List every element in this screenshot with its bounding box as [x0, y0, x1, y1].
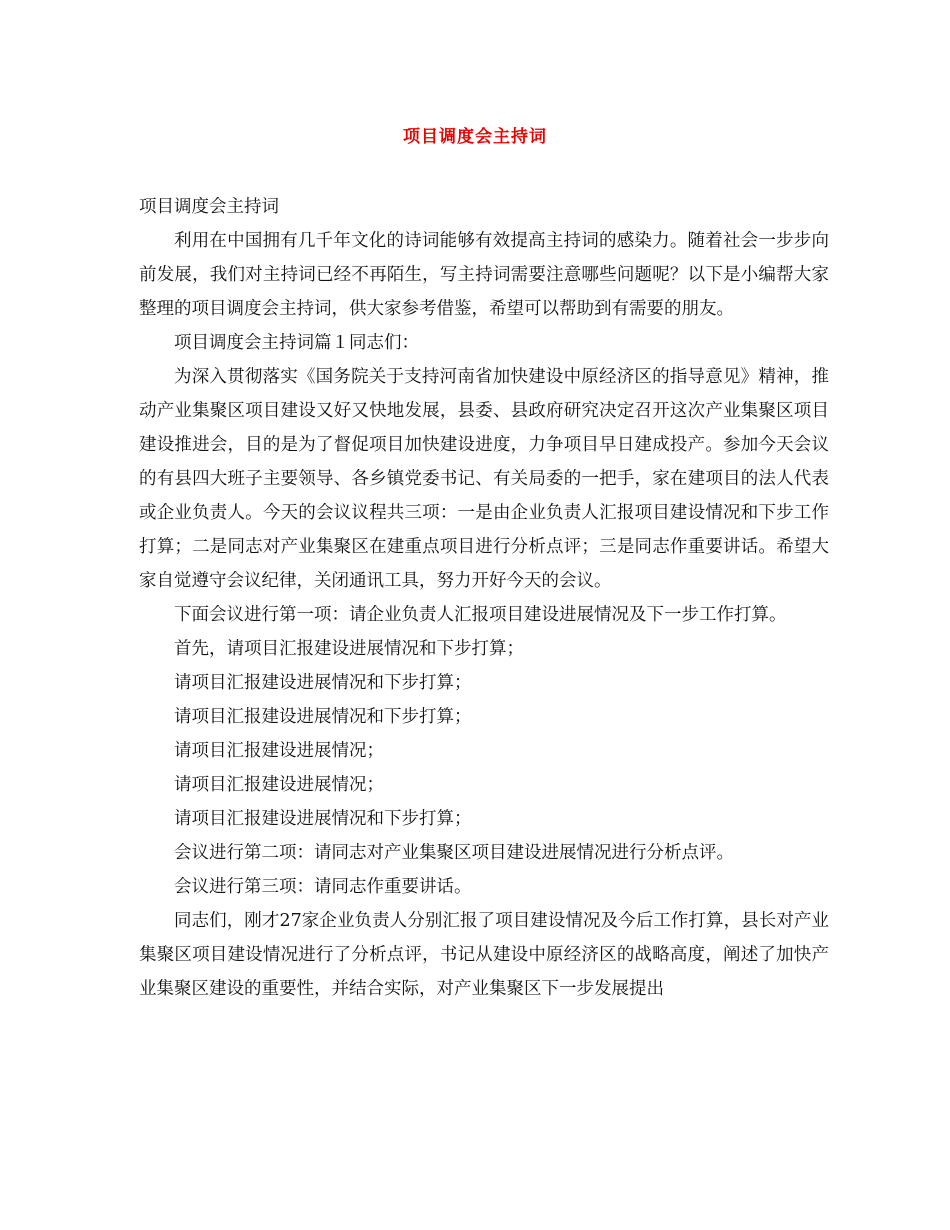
opening-paragraph: 为深入贯彻落实《国务院关于支持河南省加快建设中原经济区的指导意见》精神，推动产业集聚区项目建设又好又快地发展，县委、县政府研究决定召开这次产业集聚区项目建设推进会，目的是为了督促项目加快建设进度，力争项目早日建成投产。参加今天会议的有县四大班子主要领导、各乡镇党委书记、有关局委的一把手，家在建项目的法人代表或企业负责人。今天的会议议程共三项：一是由企业负责人汇报项目建设情况和下步工作打算；二是同志对产业集聚区在建重点项目进行分析点评；三是同志作重要讲话。希望大家自觉遵守会议纪律，关闭通讯工具，努力开好今天的会议。 [139, 367, 829, 591]
speech-salutation: 项目调度会主持词篇１同志们： [174, 333, 419, 353]
document-body [139, 190, 829, 1006]
report-line: 请项目汇报建设进展情况和下步打算； [174, 673, 472, 693]
report-line: 请项目汇报建设进展情况； [174, 775, 384, 795]
intro-paragraph: 利用在中国拥有几千年文化的诗词能够有效提高主持词的感染力。随着社会一步步向前发展，我们对主持词已经不再陌生，写主持词需要注意哪些问题呢？以下是小编帮大家整理的项目调度会主持词，供大家参考借鉴，希望可以帮助到有需要的朋友。 [139, 231, 829, 319]
agenda-item-two: 会议进行第二项：请同志对产业集聚区项目建设进展情况进行分析点评。 [174, 843, 734, 863]
agenda-item-one: 下面会议进行第一项：请企业负责人汇报项目建设进展情况及下一步工作打算。 [174, 605, 787, 625]
agenda-item-three: 会议进行第三项：请同志作重要讲话。 [174, 877, 472, 897]
report-line: 首先，请项目汇报建设进展情况和下步打算； [174, 639, 524, 659]
report-line: 请项目汇报建设进展情况和下步打算； [174, 707, 472, 727]
document-title: 项目调度会主持词 [403, 127, 547, 147]
report-line: 请项目汇报建设进展情况； [174, 741, 384, 761]
report-line: 请项目汇报建设进展情况和下步打算； [174, 809, 472, 829]
section-heading: 项目调度会主持词 [139, 197, 279, 217]
closing-paragraph: 同志们，刚才27家企业负责人分别汇报了项目建设情况及今后工作打算，县长对产业集聚区项目建设情况进行了分析点评，书记从建设中原经济区的战略高度，阐述了加快产业集聚区建设的重要性，并结合实际，对产业集聚区下一步发展提出 [139, 911, 829, 999]
